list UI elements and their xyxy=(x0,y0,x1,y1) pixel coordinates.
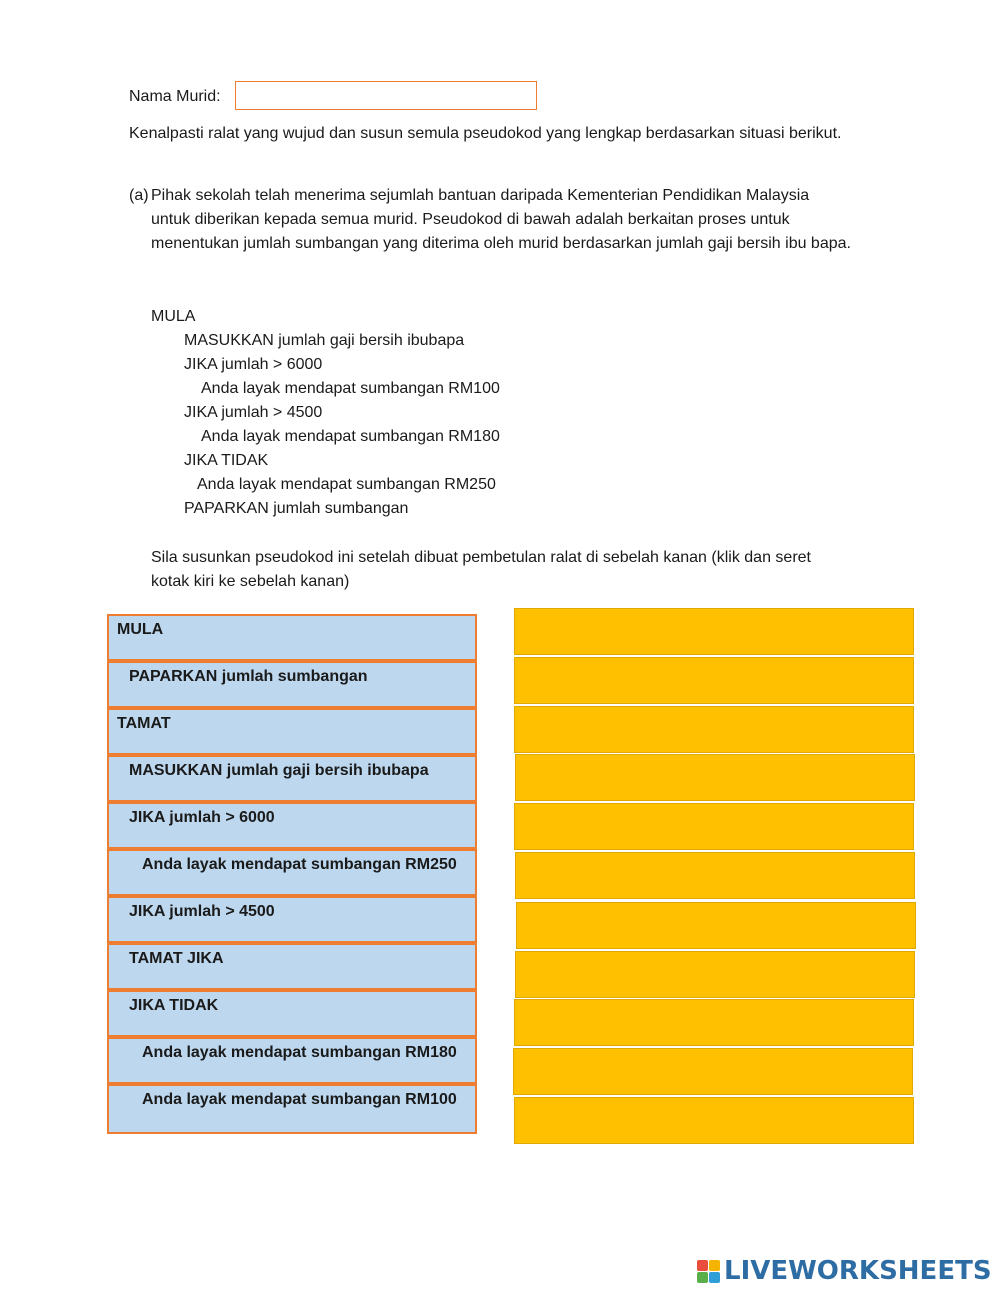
drop-slot[interactable] xyxy=(513,1048,913,1095)
drop-slot[interactable] xyxy=(515,951,915,998)
drop-slot[interactable] xyxy=(514,1097,914,1144)
pseudocode-line: Anda layak mendapat sumbangan RM180 xyxy=(201,428,500,445)
pseudocode-line: Anda layak mendapat sumbangan RM100 xyxy=(201,380,500,397)
drop-slot[interactable] xyxy=(514,803,914,850)
drag-item-label: PAPARKAN jumlah sumbangan xyxy=(129,668,368,685)
drag-instruction: Sila susunkan pseudokod ini setelah dibuat pembetulan ralat di sebelah kanan (klik dan seret kotak kiri ke sebelah kanan) xyxy=(151,549,811,590)
question-label: (a) xyxy=(129,187,149,204)
liveworksheets-logo xyxy=(697,1256,992,1286)
drag-item[interactable] xyxy=(107,990,477,1037)
drag-item-label: MASUKKAN jumlah gaji bersih ibubapa xyxy=(129,762,429,779)
drag-item[interactable] xyxy=(107,802,477,849)
drag-item[interactable] xyxy=(107,708,477,755)
drag-item[interactable] xyxy=(107,896,477,943)
drag-item-label: JIKA jumlah > 6000 xyxy=(129,809,275,826)
drag-item-label: Anda layak mendapat sumbangan RM100 xyxy=(142,1091,457,1108)
pseudocode-line: Anda layak mendapat sumbangan RM250 xyxy=(197,476,496,493)
student-name-label: Nama Murid: xyxy=(129,88,221,105)
pseudocode-line: MASUKKAN jumlah gaji bersih ibubapa xyxy=(184,332,465,349)
drop-slot[interactable] xyxy=(514,999,914,1046)
drag-item-label: TAMAT JIKA xyxy=(129,950,224,967)
pseudocode-line: JIKA jumlah > 6000 xyxy=(184,356,323,373)
drag-item-label: JIKA jumlah > 4500 xyxy=(129,903,275,920)
drag-item-label: Anda layak mendapat sumbangan RM250 xyxy=(142,856,457,873)
pseudocode-block xyxy=(151,305,500,521)
drag-item[interactable] xyxy=(107,849,477,896)
drag-item-label: TAMAT xyxy=(117,715,171,732)
drag-item-label: JIKA TIDAK xyxy=(129,997,219,1014)
drag-item[interactable] xyxy=(107,943,477,990)
drop-slot[interactable] xyxy=(515,852,915,899)
liveworksheets-logo-icon xyxy=(697,1260,720,1283)
drop-slot[interactable] xyxy=(514,608,914,655)
instructions-intro: Kenalpasti ralat yang wujud dan susun semula pseudokod yang lengkap berdasarkan situasi berikut. xyxy=(129,125,842,142)
drop-slot[interactable] xyxy=(514,657,914,704)
drag-item[interactable] xyxy=(107,1037,477,1084)
pseudocode-line: JIKA jumlah > 4500 xyxy=(184,404,323,421)
student-name-input[interactable] xyxy=(235,81,537,110)
logo-text: LIVEWORKSHEETS xyxy=(724,1256,992,1286)
drop-slot[interactable] xyxy=(516,902,916,949)
drag-item-label: Anda layak mendapat sumbangan RM180 xyxy=(142,1044,457,1061)
pseudocode-line: MULA xyxy=(151,308,196,325)
pseudocode-line: PAPARKAN jumlah sumbangan xyxy=(184,500,409,517)
drag-item[interactable] xyxy=(107,614,477,661)
drop-slot[interactable] xyxy=(514,706,914,753)
drag-item[interactable] xyxy=(107,755,477,802)
question-text: Pihak sekolah telah menerima sejumlah bantuan daripada Kementerian Pendidikan Malaysia untuk diberikan kepada semua murid. Pseudokod di bawah adalah berkaitan proses untuk menentukan jumlah sumbangan yang diterima oleh murid berdasarkan jumlah gaji bersih ibu bapa. xyxy=(151,187,851,252)
drag-item[interactable] xyxy=(107,661,477,708)
drop-slot[interactable] xyxy=(515,754,915,801)
drag-item-label: MULA xyxy=(117,621,164,638)
drag-item[interactable] xyxy=(107,1084,477,1134)
pseudocode-line: JIKA TIDAK xyxy=(184,452,269,469)
